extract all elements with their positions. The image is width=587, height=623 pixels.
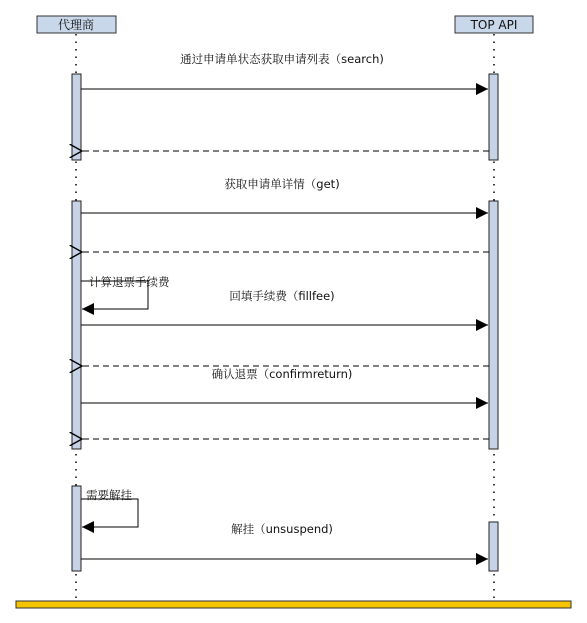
actor-left bbox=[37, 16, 116, 33]
activation-left-2 bbox=[72, 201, 81, 449]
footer-bar bbox=[16, 601, 571, 608]
actor-right-label: TOP API bbox=[470, 18, 518, 32]
activation-left-3 bbox=[72, 486, 81, 571]
activation-right-1 bbox=[489, 74, 498, 160]
actor-right bbox=[455, 16, 533, 33]
actor-left-label: 代理商 bbox=[57, 18, 95, 32]
message-label-get: 获取申请单详情（get) bbox=[224, 177, 340, 191]
self-message-label-calc-fee: 计算退票手续费 bbox=[89, 275, 170, 289]
self-message-arrow-need-unsuspend bbox=[81, 499, 138, 527]
message-label-fillfee: 回填手续费（fillfee) bbox=[229, 289, 335, 303]
activation-right-2 bbox=[489, 201, 498, 449]
self-message-label-need-unsuspend: 需要解挂 bbox=[86, 488, 132, 502]
activation-right-3 bbox=[489, 522, 498, 571]
message-label-confirmreturn: 确认退票（confirmreturn) bbox=[211, 367, 353, 381]
message-label-unsuspend: 解挂（unsuspend) bbox=[231, 522, 333, 536]
activation-left-1 bbox=[72, 74, 81, 160]
message-label-search: 通过申请单状态获取申请列表（search) bbox=[180, 52, 384, 66]
